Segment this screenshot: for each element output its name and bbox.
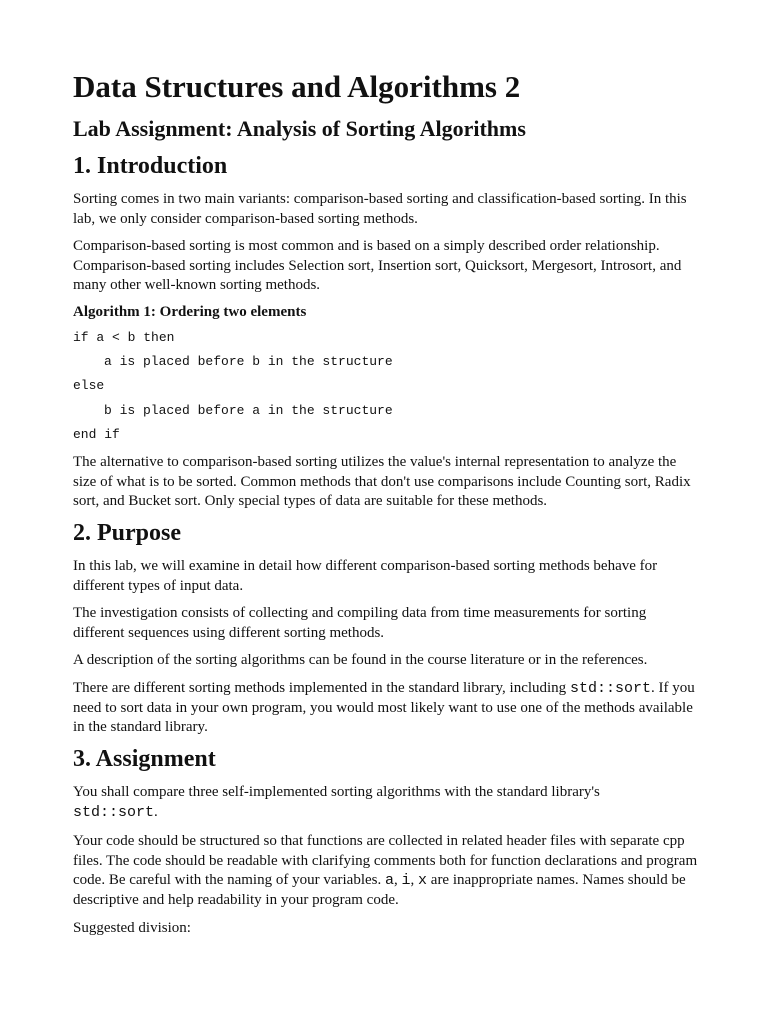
purpose-paragraph-3: A description of the sorting algorithms can be found in the course literature or in the references. [73,652,648,668]
intro-paragraph-3: The alternative to comparison-based sorting utilizes the value's internal representation to analyze the size of what is to be sorted. Common methods that don't use comparisons include Counting sort, Radix sort, and Bucket sort. Only special types of data are suitable for these methods. [73,454,691,509]
intro-paragraph-2: Comparison-based sorting is most common and is based on a simply described order relationship. Comparison-based sorting includes Selection sort, Insertion sort, Quicksort, Mergesort, Introsort, and many other well-known sorting methods. [73,238,682,293]
assignment-paragraph-3: Suggested division: [73,920,191,936]
section-heading-assignment: 3. Assignment [73,746,216,772]
purpose-paragraph-4 [73,679,698,738]
assignment-p2-separator-2: , [410,872,419,888]
assignment-p1-text-after: . [154,803,158,820]
section-heading-introduction: 1. Introduction [73,153,228,179]
assignment-paragraph-2 [73,832,698,910]
assignment-p1-text-before: You shall compare three self-implemented sorting algorithms with the standard library's [73,784,600,800]
assignment-p2-text-after: are inappropriate names. Names should be descriptive and help readability in your program code. [73,872,686,908]
variable-x-inline-code: x [418,872,428,889]
purpose-paragraph-1: In this lab, we will examine in detail how different comparison-based sorting methods behave for different types of input data. [73,558,658,594]
variable-a-inline-code: a [384,872,394,889]
section-heading-purpose: 2. Purpose [73,520,181,546]
purpose-paragraph-2: The investigation consists of collecting and compiling data from time measurements for sorting different sequences using different sorting methods. [73,605,647,641]
algorithm-line-1: if a < b then [73,330,175,345]
std-sort-inline-code: std::sort [569,680,651,697]
algorithm-line-4: b is placed before a in the structure [104,403,393,418]
document-title: Data Structures and Algorithms 2 [73,69,521,104]
purpose-p4-text-before: There are different sorting methods implemented in the standard library, including [73,680,570,696]
assignment-paragraph-1 [73,783,698,822]
purpose-p4-text-after: . If you need to sort data in your own program, you would most likely want to use one of the methods available in the standard library. [73,680,695,735]
document-subtitle: Lab Assignment: Analysis of Sorting Algorithms [73,116,526,141]
algorithm-line-3: else [73,378,105,393]
std-sort-inline-code: std::sort [73,803,155,821]
variable-i-inline-code: i [401,872,411,889]
assignment-p2-separator-1: , [394,872,402,888]
intro-paragraph-1: Sorting comes in two main variants: comparison-based sorting and classification-based sorting. In this lab, we only consider comparison-based sorting methods. [73,191,687,227]
assignment-p2-text-before: Your code should be structured so that functions are collected in related header files with separate cpp files. The code should be readable with clarifying comments both for function declarations and program code. Be careful with the naming of your variables. [73,833,698,888]
algorithm-title: Algorithm 1: Ordering two elements [73,304,307,320]
algorithm-line-5: end if [73,427,120,442]
algorithm-line-2: a is placed before b in the structure [104,354,393,369]
